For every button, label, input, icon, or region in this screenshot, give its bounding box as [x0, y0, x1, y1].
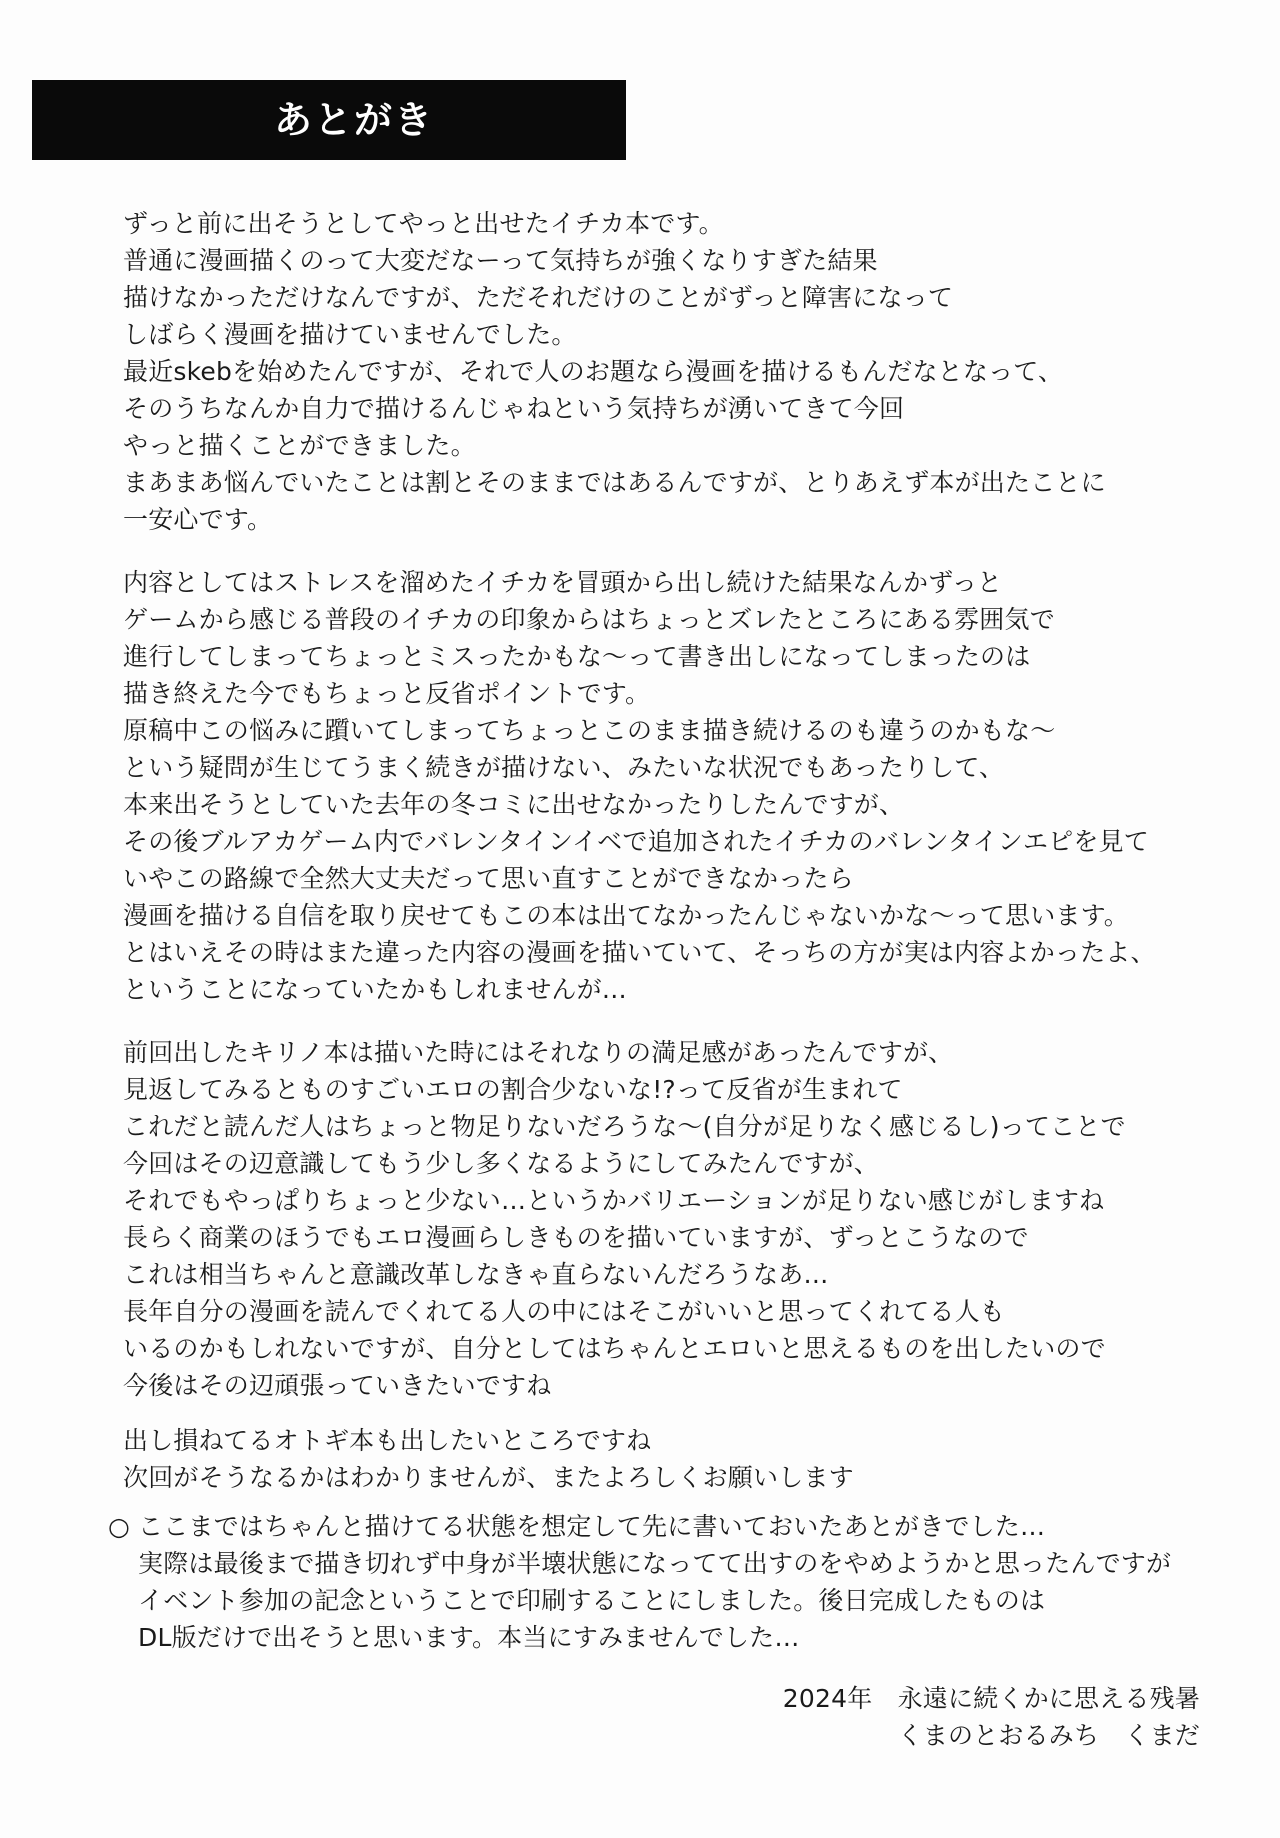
text-line: まあまあ悩んでいたことは割とそのままではあるんですが、とりあえず本が出たことに	[123, 468, 1106, 497]
text-line: 前回出したキリノ本は描いた時にはそれなりの満足感があったんですが、	[123, 1038, 954, 1067]
text-line: 一安心です。	[123, 505, 273, 534]
text-line: 本来出そうとしていた去年の冬コミに出せなかったりしたんですが、	[123, 790, 905, 819]
text-line: やっと描くことができました。	[123, 431, 476, 460]
text-line: 見返してみるとものすごいエロの割合少ないな!?って反省が生まれて	[123, 1075, 903, 1104]
text-line: ということになっていたかもしれませんが…	[123, 975, 628, 1004]
text-line: イベント参加の記念ということで印刷することにしました。後日完成したものは	[138, 1586, 1046, 1615]
text-line: いやこの路線で全然大丈夫だって思い直すことができなかったら	[123, 864, 854, 893]
page-title: あとがき	[274, 98, 435, 142]
title-banner	[32, 80, 626, 160]
signature-author: くまのとおるみち くまだ	[897, 1721, 1200, 1750]
text-line: 描き終えた今でもちょっと反省ポイントです。	[123, 679, 651, 708]
text-line: 長年自分の漫画を読んでくれてる人の中にはそこがいいと思ってくれてる人も	[123, 1297, 1006, 1326]
signature-block	[783, 1680, 1200, 1754]
text-line: 今回はその辺意識してもう少し多くなるようにしてみたんですが、	[123, 1149, 880, 1178]
text-line: 原稿中この悩みに躓いてしまってちょっとこのまま描き続けるのも違うのかもな〜	[123, 716, 1056, 745]
text-line: 普通に漫画描くのって大変だなーって気持ちが強くなりすぎた結果	[123, 246, 878, 275]
text-line: 出し損ねてるオトギ本も出したいところですね	[123, 1426, 652, 1455]
text-line: 次回がそうなるかはわかりませんが、またよろしくお願いします	[123, 1463, 854, 1492]
text-line: 今後はその辺頑張っていきたいですね	[123, 1371, 552, 1400]
text-line: 進行してしまってちょっとミスったかもな〜って書き出しになってしまったのは	[123, 642, 1031, 671]
text-line: とはいえその時はまた違った内容の漫画を描いていて、そっちの方が実は内容よかったよ、	[123, 938, 1156, 967]
text-line: DL版だけで出そうと思います。本当にすみませんでした…	[138, 1623, 800, 1652]
note-line: ここまではちゃんと描けてる状態を想定して先に書いておいたあとがきでした…	[138, 1512, 1046, 1541]
text-line: 最近skebを始めたんですが、それで人のお題なら漫画を描けるもんだなとなって、	[123, 357, 1064, 386]
text-line	[108, 1508, 1208, 1545]
postscript-note	[108, 1508, 1208, 1656]
text-line: という疑問が生じてうまく続きが描けない、みたいな状況でもあったりして、	[123, 753, 1005, 782]
text-line: 長らく商業のほうでもエロ漫画らしきものを描いていますが、ずっとこうなので	[123, 1223, 1029, 1252]
text-line: これは相当ちゃんと意識改革しなきゃ直らないんだろうなあ…	[123, 1260, 829, 1289]
text-line: その後ブルアカゲーム内でバレンタインイベで追加されたイチカのバレンタインエピを見て	[123, 827, 1149, 856]
text-line: 内容としてはストレスを溜めたイチカを冒頭から出し続けた結果なんかずっと	[123, 568, 1003, 597]
paragraph-closing	[123, 1422, 1203, 1496]
text-line: 描けなかっただけなんですが、ただそれだけのことがずっと障害になって	[123, 283, 954, 312]
text-line: そのうちなんか自力で描けるんじゃねという気持ちが湧いてきて今回	[123, 394, 905, 423]
text-line: いるのかもしれないですが、自分としてはちゃんとエロいと思えるものを出したいので	[123, 1334, 1106, 1363]
text-line: ずっと前に出そうとしてやっと出せたイチカ本です。	[123, 209, 724, 238]
paragraph-content	[123, 564, 1203, 1008]
text-line: 実際は最後まで描き切れず中身が半壊状態になってて出すのをやめようかと思ったんですが	[138, 1549, 1172, 1578]
text-line: 漫画を描ける自信を取り戻せてもこの本は出てなかったんじゃないかな〜って思います。	[123, 901, 1130, 930]
text-line: しばらく漫画を描けていませんでした。	[123, 320, 577, 349]
paragraph-reflection	[123, 1034, 1203, 1404]
signature-date: 2024年 永遠に続くかに思える残暑	[782, 1684, 1200, 1713]
paragraph-intro	[123, 205, 1203, 538]
text-line: それでもやっぱりちょっと少ない…というかバリエーションが足りない感じがしますね	[123, 1186, 1105, 1215]
circle-bullet-icon: ○	[108, 1512, 131, 1541]
text-line: ゲームから感じる普段のイチカの印象からはちょっとズレたところにある雰囲気で	[123, 605, 1055, 634]
text-line: これだと読んだ人はちょっと物足りないだろうな〜(自分が足りなく感じるし)ってことで	[123, 1112, 1126, 1141]
